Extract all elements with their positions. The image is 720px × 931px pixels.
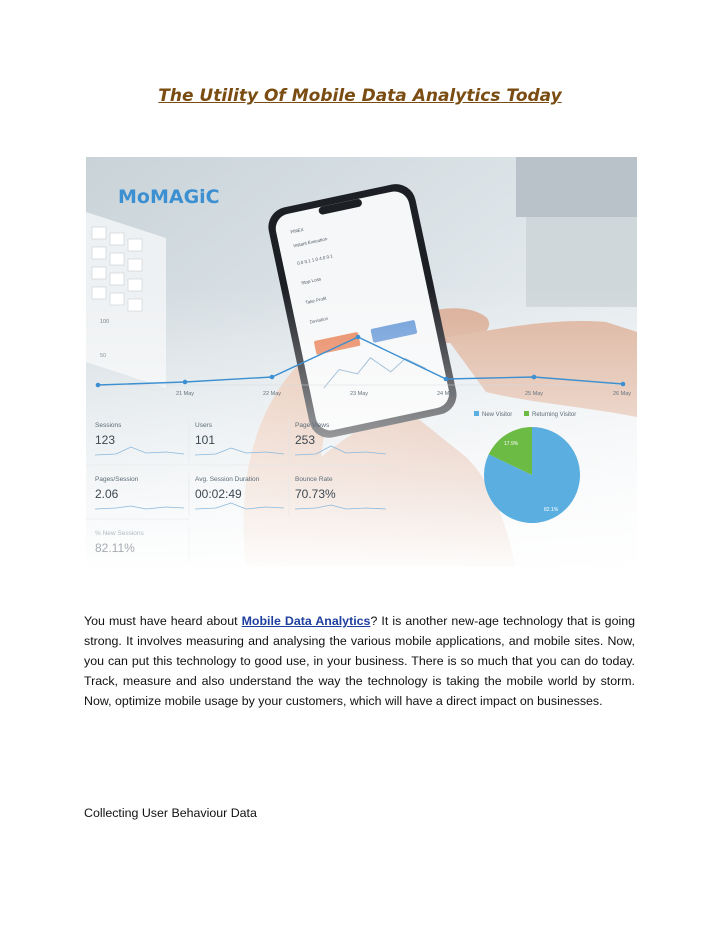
- svg-text:Users: Users: [195, 422, 212, 429]
- chart-point: [621, 382, 626, 387]
- date-label: 26 May: [613, 391, 632, 397]
- svg-text:% New Sessions: % New Sessions: [95, 530, 144, 537]
- svg-text:123: 123: [95, 433, 116, 447]
- hero-image: [86, 157, 637, 567]
- chart-point: [96, 383, 101, 388]
- date-label: 22 May: [263, 391, 282, 397]
- legend-returning-visitor: Returning Visitor: [532, 412, 577, 418]
- svg-text:MoMAGiC: MoMAGiC: [118, 186, 220, 208]
- date-label: 24 May: [437, 391, 456, 397]
- legend-new-visitor: New Visitor: [482, 412, 513, 418]
- chart-point: [532, 375, 537, 380]
- svg-text:70.73%: 70.73%: [295, 487, 336, 501]
- svg-text:Pages/Session: Pages/Session: [95, 476, 139, 483]
- svg-text:FINEX: FINEX: [290, 226, 305, 235]
- date-label: 23 May: [350, 391, 369, 397]
- date-label: 21 May: [176, 391, 195, 397]
- svg-text:Stop Loss: Stop Loss: [300, 276, 322, 286]
- svg-text:253: 253: [295, 433, 316, 447]
- svg-text:0.0 0.1 1.0 4.0 0.1: 0.0 0.1 1.0 4.0 0.1: [296, 253, 334, 266]
- svg-text:00:02:49: 00:02:49: [195, 487, 242, 501]
- chart-point: [183, 380, 188, 385]
- momagic-logo: [118, 186, 220, 208]
- legend-swatch-new: [474, 411, 479, 416]
- paragraph-body: ? It is another new-age technology that is going strong. It involves measuring and analysing the various mobile applications, and mobile sites. Now, you can put this technology to good use, in your business. There is so much that you can do today. Track, measure and also understand the way the technology is taking the mobile world by storm. Now, optimize mobile usage by your customers, which will have a direct impact on businesses.: [84, 614, 636, 708]
- body-paragraph: [84, 611, 635, 711]
- svg-text:2.06: 2.06: [95, 487, 119, 501]
- chart-point: [356, 335, 361, 340]
- page-title: The Utility Of Mobile Data Analytics Today: [158, 86, 562, 106]
- svg-text:Page Views: Page Views: [295, 422, 330, 429]
- svg-text:Bounce Rate: Bounce Rate: [295, 476, 333, 483]
- pie-label-new: 82.1%: [544, 507, 559, 513]
- chart-point: [444, 377, 449, 382]
- pie-label-returning: 17.9%: [504, 441, 519, 447]
- chart-point: [270, 375, 275, 380]
- svg-text:Sessions: Sessions: [95, 422, 122, 429]
- section-heading: Collecting User Behaviour Data: [84, 806, 257, 820]
- date-label: 25 May: [525, 391, 544, 397]
- paragraph-intro: You must have heard about: [84, 614, 242, 628]
- svg-text:82.11%: 82.11%: [95, 541, 135, 555]
- mobile-data-analytics-link[interactable]: Mobile Data Analytics: [241, 614, 371, 628]
- svg-text:Instant Execution: Instant Execution: [292, 236, 328, 249]
- legend-swatch-returning: [524, 411, 529, 416]
- svg-text:101: 101: [195, 433, 216, 447]
- svg-text:Avg. Session Duration: Avg. Session Duration: [195, 476, 260, 483]
